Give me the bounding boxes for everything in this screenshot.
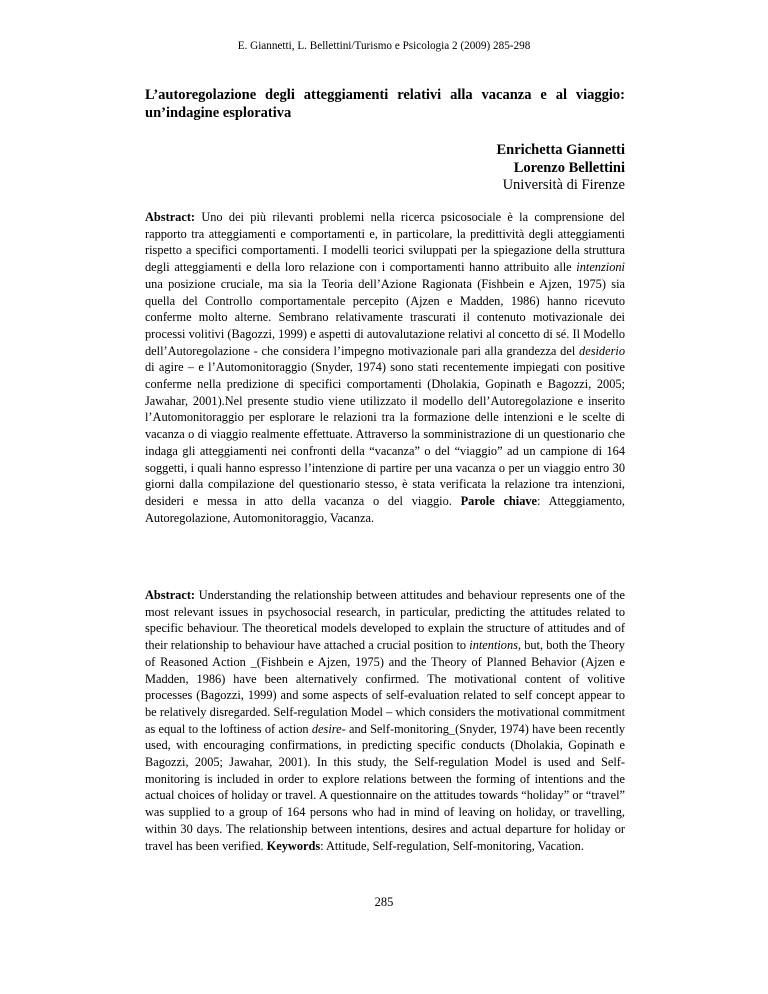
abstract-text: Understanding the relationship between attitudes and behaviour represents one of the most relevant issues in psychosocial research, in particular, predicting the attitudes related to specific behaviour. The theoretical models developed to explain the structure of attitudes and of their relationship to behaviour have attached a crucial position to bbox=[145, 588, 625, 653]
keywords-list: : Atteggiamento, Autoregolazione, Automonitoraggio, Vacanza. bbox=[145, 493, 626, 525]
author-name: Enrichetta Giannetti bbox=[496, 142, 625, 158]
keywords-list: : Attitude, Self-regulation, Self-monitoring, Vacation. bbox=[320, 838, 584, 853]
keywords-label: Parole chiave bbox=[460, 493, 538, 508]
abstract-text: , but, both the Theory of Reasoned Action _(Fishbein e Ajzen, 1975) and the Theory of Planned Behavior (Ajzen e Madden, 1986) have been alternatively confirmed. The motivational content of volitive processes (Bagozzi, 1999) and some aspects of self-evaluation related to self concept appear to be relatively disregarded. Self-regulation Model – which considers the motivational commitment as equal to the loftiness of action bbox=[145, 638, 625, 736]
article-title: L’autoregolazione degli atteggiamenti relativi alla vacanza e al viaggio: un’indagine esplorativa bbox=[145, 87, 625, 121]
running-header: E. Giannetti, L. Bellettini/Turismo e Psicologia 2 (2009) 285-298 bbox=[237, 40, 531, 52]
abstract-emphasis: intentions bbox=[469, 638, 518, 653]
abstract-emphasis: intenzioni bbox=[576, 260, 625, 275]
page-number: 285 bbox=[374, 895, 394, 909]
abstract-emphasis: desiderio bbox=[579, 343, 625, 358]
abstract-text: di agire – e l’Automonitoraggio (Snyder, 1974) sono stati recentemente impiegati con positive conferme nella predizione di specifici comportamenti (Dholakia, Gopinath e Bagozzi, 2005; Jawahar, 2001).Nel presente studio viene utilizzato il modello dell’Autoregolazione e inserito l’Automonitoraggio per esplorare le relazioni tra la formazione delle intenzioni e le scelte di vacanza o di viaggio realmente effettuate. Attraverso la somministrazione di un questionario che indaga gli atteggiamenti nei confronti della “vacanza” o del “viaggio” ad un campione di 164 soggetti, i quali hanno espresso l’intenzione di partire per una vacanza o per un viaggio entro 30 giorni dalla compilazione del questionario stesso, è stata verificata la relazione tra intenzioni, desideri e messa in atto della vacanza o del viaggio. bbox=[145, 360, 625, 508]
author-block bbox=[400, 142, 625, 195]
author-affiliation: Università di Firenze bbox=[502, 177, 625, 193]
abstract-emphasis: desire bbox=[311, 721, 342, 736]
keywords-label: Keywords bbox=[266, 838, 321, 853]
abstract-text: - and Self-monitoring_(Snyder, 1974) have been recently used, with encouraging confirmations, in predicting specific conducts (Dholakia, Gopinath e Bagozzi, 2005; Jawahar, 2001). In this study, the Self-regulation Model is used and Self-monitoring is included in order to explore relations between the forming of intentions and the actual choices of holiday or travel. A questionnaire on the attitudes towards “holiday” or “travel” was supplied to a group of 164 persons who had in mind of leaving on holiday, or travelling, within 30 days. The relationship between intentions, desires and actual departure for holiday or travel has been verified. bbox=[145, 721, 626, 853]
abstract-english bbox=[145, 587, 625, 854]
abstract-italian bbox=[145, 209, 625, 526]
abstract-label: Abstract: bbox=[145, 588, 196, 602]
abstract-label: Abstract: bbox=[145, 210, 196, 224]
abstract-text: Uno dei più rilevanti problemi nella ricerca psicosociale è la comprensione del rapporto tra atteggiamenti e comportamenti e, in particolare, la predittività degli atteggiamenti rispetto a specifici comportamenti. I modelli teorici sviluppati per la spiegazione della struttura degli atteggiamenti e della loro relazione con i comportamenti hanno attribuito alle bbox=[145, 210, 625, 275]
author-name: Lorenzo Bellettini bbox=[513, 159, 625, 176]
abstract-text: una posizione cruciale, ma sia la Teoria dell’Azione Ragionata (Fishbein e Ajzen, 1975) sia quella del Controllo comportamentale percepito (Ajzen e Madden, 1986) hanno ricevuto conferme molto alterne. Sembrano relativamente trascurati il contenuto motivazionale dei processi volitivi (Bagozzi, 1999) e aspetti di autovalutazione relativi al concetto di sé. Il Modello dell’Autoregolazione - che considera l’impegno motivazionale pari alla grandezza del bbox=[145, 276, 625, 358]
